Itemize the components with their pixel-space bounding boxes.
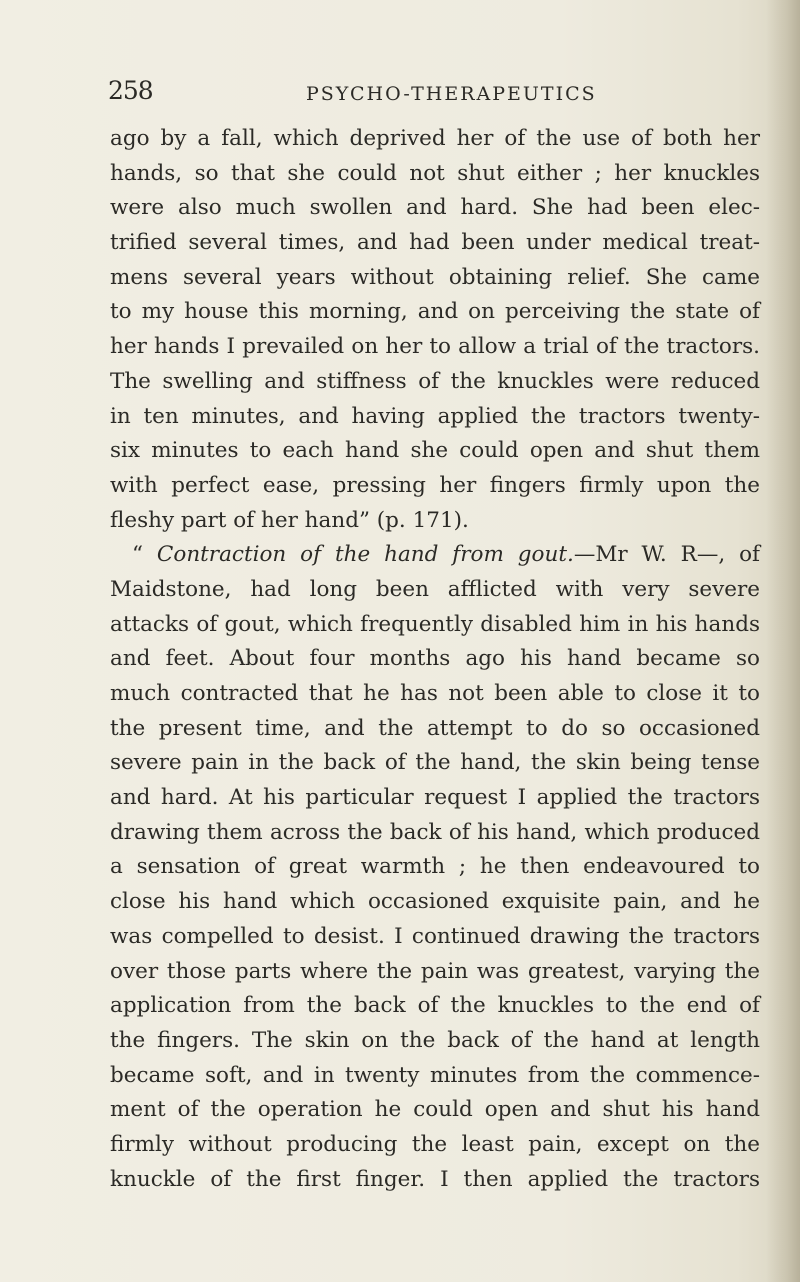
text-line: were also much swollen and hard. She had been elec- (110, 195, 760, 221)
text-line: became soft, and in twenty minutes from the commence- (110, 1062, 760, 1088)
text-line: was compelled to desist. I continued drawing the tractors (110, 923, 760, 949)
text-line: in ten minutes, and having applied the tractors twenty- (110, 403, 760, 429)
text-line: over those parts where the pain was greatest, varying the (110, 958, 760, 984)
text-line: knuckle of the first finger. I then applied the tractors (110, 1166, 760, 1192)
text-line: ago by a fall, which deprived her of the use of both her (110, 126, 760, 151)
text-line: the present time, and the attempt to do so occasioned (110, 715, 760, 741)
text-line: ment of the operation he could open and shut his hand (110, 1097, 760, 1123)
case-heading: Contraction of the hand from gout. (156, 542, 574, 568)
text-line: the fingers. The skin on the back of the hand at length (110, 1027, 760, 1053)
text-line: and hard. At his particular request I applied the tractors (110, 785, 760, 811)
text-line: and feet. About four months ago his hand became so (110, 646, 760, 672)
text-line: application from the back of the knuckles to the end of (110, 993, 760, 1019)
text-line: drawing them across the back of his hand, which produced (110, 819, 760, 845)
text-line: trified several times, and had been under medical treat- (110, 230, 760, 256)
page-number: 258 (108, 76, 153, 105)
running-title: PSYCHO-THERAPEUTICS (306, 83, 597, 105)
text-line: much contracted that he has not been able to close it to (110, 681, 760, 706)
text-line: a sensation of great warmth ; he then endeavoured to (110, 854, 760, 880)
text-line: fleshy part of her hand” (p. 171). (110, 507, 469, 533)
text-line: Maidstone, had long been afflicted with very severe (110, 576, 760, 602)
running-head (108, 76, 758, 108)
text-line: her hands I prevailed on her to allow a trial of the tractors. (110, 334, 760, 360)
text-line: with perfect ease, pressing her fingers firmly upon the (110, 472, 760, 498)
open-quote: “ (132, 542, 143, 568)
body-text (110, 122, 760, 1197)
text-line: to my house this morning, and on perceiving the state of (110, 299, 760, 325)
text-line: hands, so that she could not shut either ; her knuckles (110, 160, 760, 186)
text-line: six minutes to each hand she could open and shut them (110, 438, 760, 464)
page-edge-shadow (766, 0, 800, 1282)
text-line: mens several years without obtaining relief. She came (110, 264, 760, 290)
text-line: firmly without producing the least pain, except on the (110, 1131, 760, 1157)
text-line: close his hand which occasioned exquisite pain, and he (110, 889, 760, 915)
text-line: The swelling and stiffness of the knuckles were reduced (110, 368, 760, 394)
case-heading-rest: —Mr W. R—, of (573, 542, 760, 568)
paragraph-heading-line (110, 538, 760, 573)
text-line: attacks of gout, which frequently disabled him in his hands (110, 611, 760, 637)
text-line: severe pain in the back of the hand, the skin being tense (110, 750, 760, 776)
